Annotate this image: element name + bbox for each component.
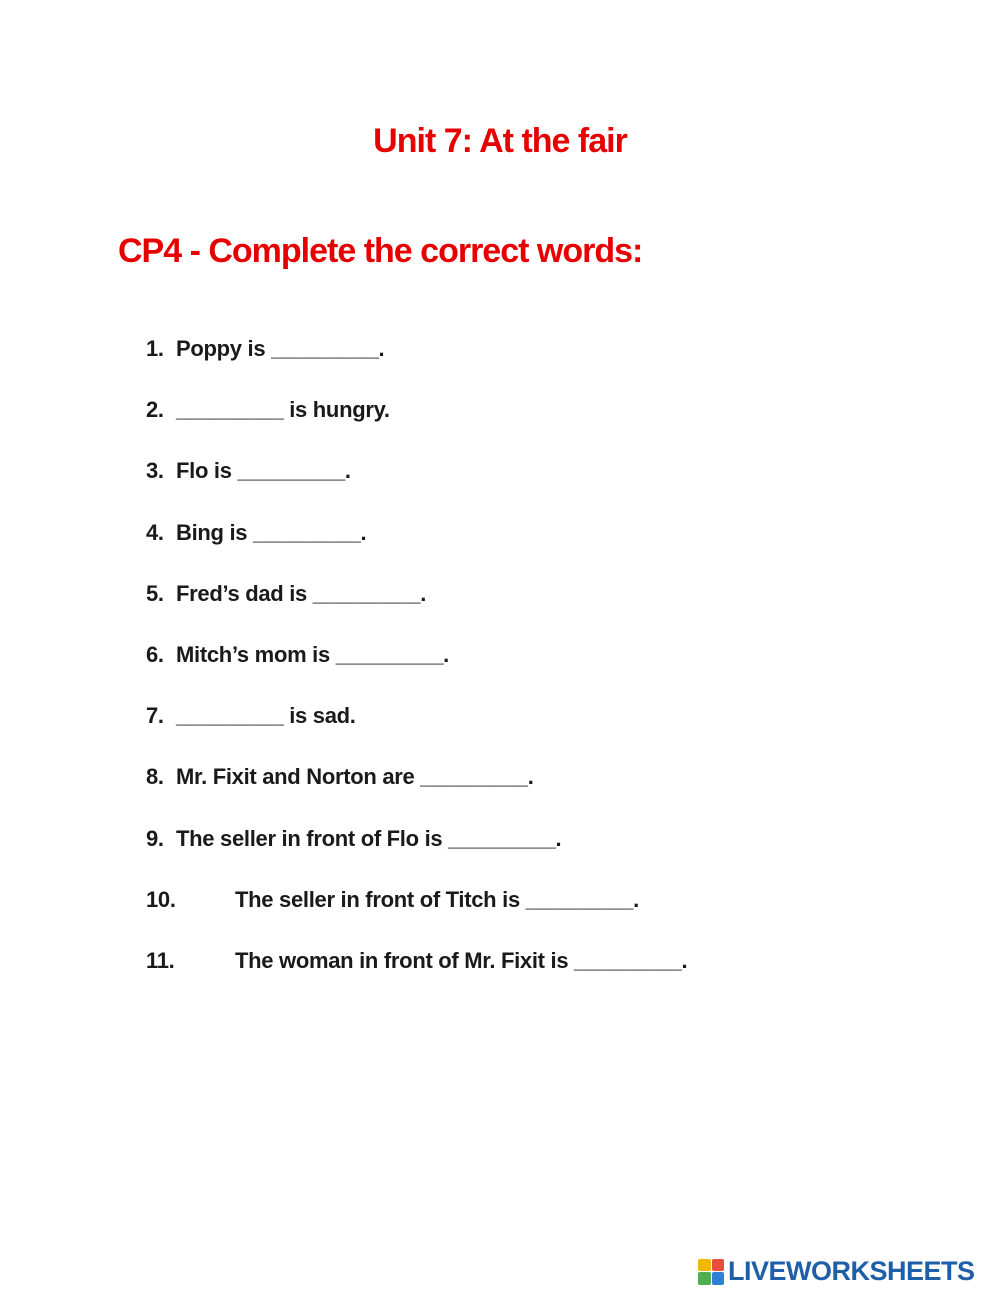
- question-number: 7.: [146, 703, 164, 729]
- question-text: The seller in front of Flo is _________.: [176, 825, 562, 851]
- question-item: [146, 642, 687, 703]
- liveworksheets-logo[interactable]: [698, 1256, 975, 1287]
- question-number: 10.: [146, 886, 176, 912]
- question-item: [146, 887, 687, 948]
- question-item: [146, 458, 687, 519]
- question-number: 5.: [146, 580, 164, 606]
- liveworksheets-logo-icon: [698, 1259, 724, 1285]
- question-number: 4.: [146, 519, 164, 545]
- question-item: [146, 764, 687, 825]
- question-item: [146, 826, 687, 887]
- question-text: Mitch’s mom is _________.: [176, 641, 449, 667]
- logo-square-icon: [712, 1272, 725, 1285]
- logo-text: LIVEWORKSHEETS: [728, 1256, 975, 1286]
- question-number: 2.: [146, 397, 164, 423]
- question-number: 1.: [146, 336, 164, 361]
- question-text: _________ is hungry.: [176, 397, 390, 423]
- question-text: The woman in front of Mr. Fixit is _________.: [235, 947, 688, 973]
- question-number: 3.: [146, 458, 164, 484]
- question-item: [146, 948, 687, 1009]
- logo-square-icon: [698, 1259, 711, 1272]
- question-text: _________ is sad.: [176, 703, 356, 729]
- question-item: [146, 581, 687, 642]
- question-text: Mr. Fixit and Norton are _________.: [176, 764, 534, 790]
- question-text: The seller in front of Titch is _________.: [235, 886, 639, 912]
- question-item: [146, 703, 687, 764]
- worksheet-instruction: CP4 - Complete the correct words:: [118, 232, 643, 270]
- question-item: [146, 397, 687, 458]
- logo-square-icon: [698, 1272, 711, 1285]
- question-text: Fred’s dad is _________.: [176, 580, 427, 606]
- question-text: Poppy is _________.: [176, 336, 385, 361]
- question-item: [146, 520, 687, 581]
- question-text: Flo is _________.: [176, 458, 351, 484]
- question-number: 11.: [146, 947, 175, 973]
- question-item: [146, 336, 687, 397]
- worksheet-title: Unit 7: At the fair: [373, 122, 627, 160]
- logo-square-icon: [712, 1259, 725, 1272]
- question-list: [146, 336, 687, 1009]
- question-number: 8.: [146, 764, 164, 790]
- question-number: 9.: [146, 825, 164, 851]
- question-number: 6.: [146, 641, 164, 667]
- question-text: Bing is _________.: [176, 519, 367, 545]
